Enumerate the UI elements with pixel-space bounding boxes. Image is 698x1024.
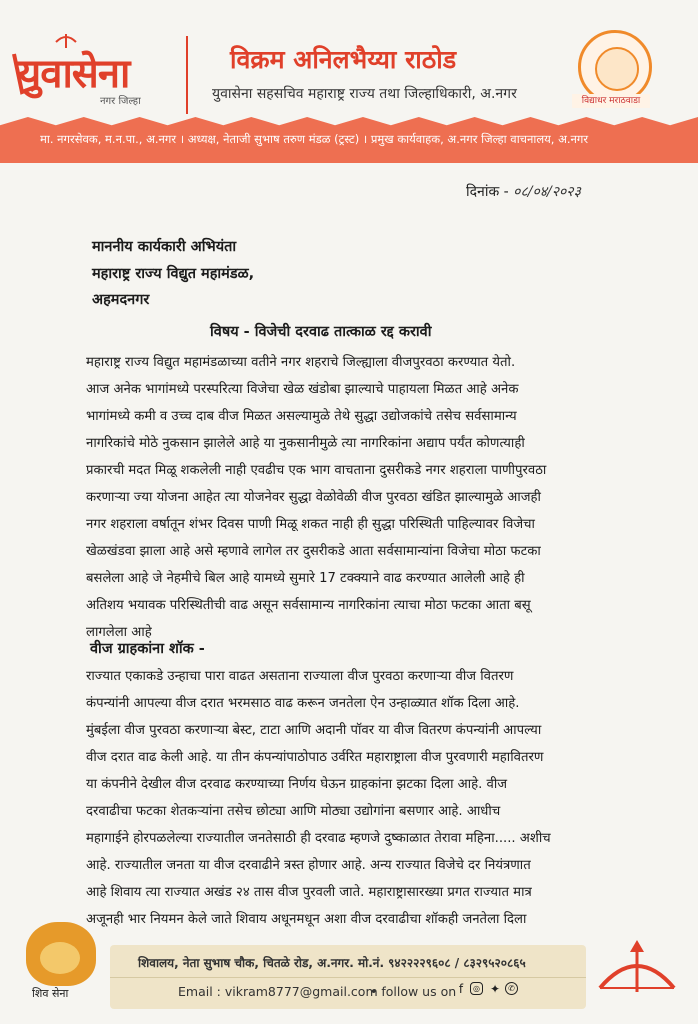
recipient-line-2: महाराष्ट्र राज्य विद्युत महामंडळ, — [92, 266, 255, 282]
tiger-face — [40, 942, 80, 974]
date-label: दिनांक - — [466, 184, 509, 200]
footer-email[interactable]: Email : vikram8777@gmail.com — [178, 984, 378, 999]
paragraph-1-line: नागरिकांचे मोठे नुकसान झालेले आहे या नुकसानीमुळे त्या नागरिकांना अद्याप पर्यंत कोणत्याही — [86, 436, 525, 451]
seal-ribbon: विद्याधर मराठवाडा — [572, 94, 650, 108]
paragraph-1-line: लागलेला आहे — [86, 625, 152, 640]
facebook-icon[interactable]: f — [458, 982, 464, 996]
paragraph-2-line: वीज दरात वाढ केली आहे. या तीन कंपन्यांपाठोपाठ उर्वरित महाराष्ट्राला वीज पुरवणारी महावितरण — [86, 750, 544, 765]
sender-name: विक्रम अनिलभैय्या राठोड — [230, 45, 457, 74]
paragraph-2-line: दरवाढीचा फटका शेतकऱ्यांना तसेच छोट्या आणि मोठ्या उद्योगांना बसणार आहे. आधीच — [86, 804, 501, 819]
paragraph-2-line: कंपन्यांनी आपल्या वीज दरात भरमसाठ वाढ करून जनतेला ऐन उन्हाळ्यात शॉक दिला आहे. — [86, 696, 520, 711]
paragraph-1-line: करणाऱ्या ज्या योजना आहेत त्या योजनेवर सुद्धा वेळोवेळी वीज पुरवठा खंडित झाल्यामुळे आजही — [86, 490, 541, 505]
logo-subtitle: नगर जिल्हा — [100, 96, 141, 107]
header-divider — [186, 36, 188, 114]
paragraph-1-line: नगर शहराला वर्षातून शंभर दिवस पाणी मिळू शकत नाही ही सुद्धा परिस्थिती पाहिल्यावर विजेचा — [86, 517, 535, 532]
footer-address: शिवालय, नेता सुभाष चौक, चितळे रोड, अ.नगर. मो.नं. ९४२२२२९६०८ / ८३२९५२०८६५ — [138, 956, 526, 970]
date-value: ०८/०४/२०२३ — [513, 184, 581, 200]
shivsena-label: शिव सेना — [32, 987, 69, 1000]
paragraph-1 — [86, 349, 638, 646]
section-heading: वीज ग्राहकांना शॉक - — [90, 641, 205, 657]
paragraph-1-line: अतिशय भयावक परिस्थितीची वाढ असून सर्वसामान्य नागरिकांना त्याचा मोठा फटका आता बसू — [86, 598, 531, 613]
paragraph-1-line: प्रकारची मदत मिळू शकलेली नाही एवढीच एक भाग वाचताना दुसरीकडे नगर शहराला पाणीपुरवठा — [86, 463, 547, 478]
bow-arrow-logo — [594, 938, 680, 994]
paragraph-2-line: या कंपनीने देखील वीज दरवाढ करण्याच्या निर्णय घेऊन ग्राहकांना झटका दिला आहे. वीज — [86, 777, 508, 792]
whatsapp-icon[interactable]: ✆ — [505, 982, 518, 995]
paragraph-1-line: आज अनेक भागांमध्ये परस्परित्या विजेचा खेळ खंडोबा झाल्याचे पाहायला मिळत आहे अनेक — [86, 382, 519, 397]
recipient-line-3: अहमदनगर — [92, 292, 150, 308]
paragraph-2 — [86, 663, 638, 933]
twitter-icon[interactable]: ✦ — [489, 982, 501, 996]
paragraph-1-line: महाराष्ट्र राज्य विद्युत महामंडळाच्या वतीने नगर शहराचे जिल्ह्याला वीजपुरवठा करण्यात येतो. — [86, 355, 516, 370]
sender-designation: युवासेना सहसचिव महाराष्ट्र राज्य तथा जिल्हाधिकारी, अ.नगर — [212, 86, 517, 102]
footer-divider — [110, 977, 586, 978]
paragraph-1-line: बसलेला आहे जे नेहमीचे बिल आहे यामध्ये सुमारे 17 टक्क्याने वाढ करण्यात आलेली आहे ही — [86, 571, 525, 586]
header-band-text: मा. नगरसेवक, म.न.पा., अ.नगर । अध्यक्ष, नेताजी सुभाष तरुण मंडळ (ट्रस्ट) । प्रमुख कार्यवाहक, अ.नगर जिल्हा वाचनालय, अ.नगर — [40, 132, 589, 146]
instagram-icon[interactable]: ◎ — [470, 982, 483, 995]
paragraph-2-line: महागाईने होरपळलेल्या राज्यातील जनतेसाठी ही दरवाढ म्हणजे दुष्काळात तेरावा महिना..... अशीच — [86, 831, 551, 846]
follow-us-label: • follow us on — [370, 984, 457, 999]
paragraph-1-line: भागांमध्ये कमी व उच्च दाब वीज मिळत असल्यामुळे तेथे सुद्धा उद्योजकांचे तसेच सर्वसामान्य — [86, 409, 517, 424]
emblem-seal — [578, 30, 652, 104]
paragraph-1-line: खेळखंडवा झाला आहे असे म्हणावे लागेल तर दुसरीकडे आता सर्वसामान्यांना विजेचा मोठा फटका — [86, 544, 541, 559]
paragraph-2-line: अजूनही भार नियमन केले जाते शिवाय अधूनमधून अशा वीज दरवाढीचा शॉकही जनतेला दिला — [86, 912, 527, 927]
letter-date — [466, 182, 581, 201]
recipient-line-1: माननीय कार्यकारी अभियंता — [92, 239, 237, 255]
letter-subject: विषय - विजेची दरवाढ तात्काळ रद्द करावी — [210, 324, 432, 340]
paragraph-2-line: मुंबईला वीज पुरवठा करणाऱ्या बेस्ट, टाटा आणि अदानी पॉवर या वीज वितरण कंपन्यांनी आपल्या — [86, 723, 542, 738]
paragraph-2-line: आहे. राज्यातील जनता या वीज दरवाढीने त्रस्त होणार आहे. अन्य राज्यात विजेचे दर नियंत्रणात — [86, 858, 531, 873]
logo-wordmark: युवासेना — [18, 50, 130, 97]
paragraph-2-line: आहे शिवाय त्या राज्यात अखंड २४ तास वीज पुरवली जाते. महाराष्ट्रासारख्या प्रगत राज्यात मात्र — [86, 885, 532, 900]
paragraph-2-line: राज्यात एकाकडे उन्हाचा पारा वाढत असताना राज्याला वीज पुरवठा करणाऱ्या वीज वितरण — [86, 669, 514, 684]
